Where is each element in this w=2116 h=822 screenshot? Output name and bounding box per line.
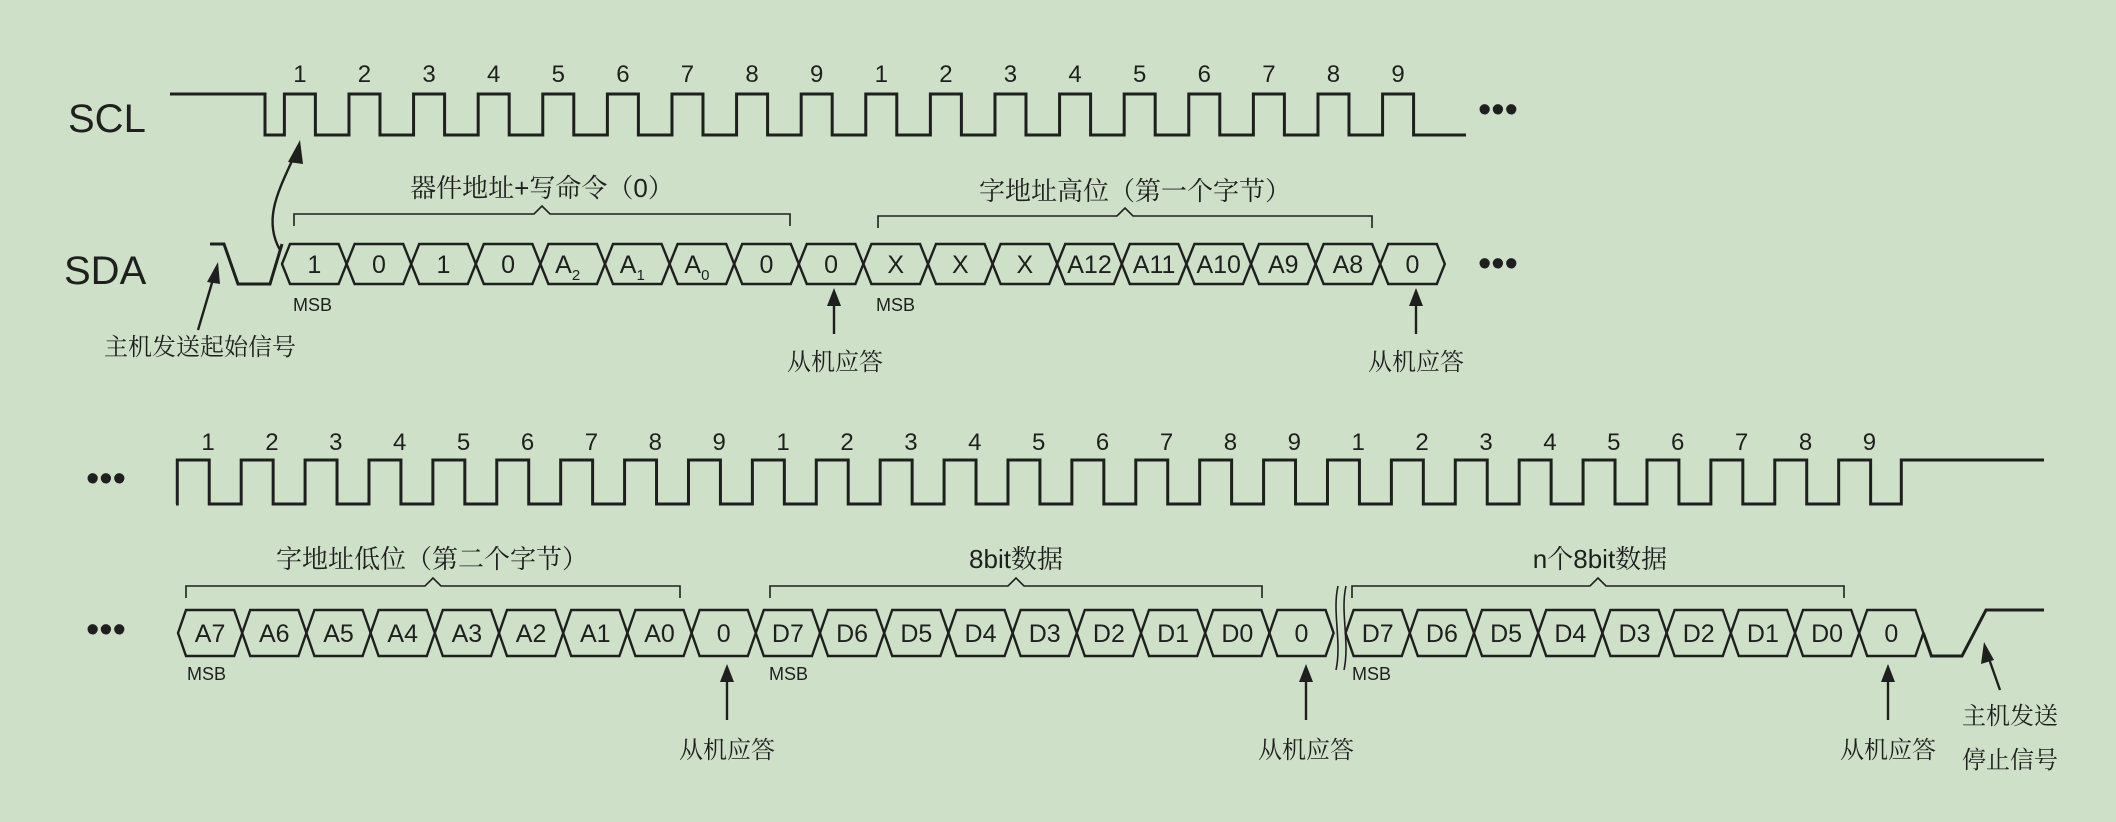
row2-bit-value: A3 bbox=[451, 620, 483, 648]
clock-number: 4 bbox=[968, 429, 982, 456]
clock-number: 9 bbox=[1862, 429, 1877, 456]
row1-sda-start-waveform bbox=[210, 244, 282, 284]
row1-msb-label: MSB bbox=[293, 295, 333, 315]
row1-bit-value: 0 bbox=[759, 251, 774, 279]
row2-msb-label: MSB bbox=[187, 664, 227, 684]
ack-label: 从机应答 bbox=[1258, 737, 1354, 764]
clock-number: 6 bbox=[616, 61, 630, 88]
row2-bracket-n-8bit-data bbox=[1352, 578, 1844, 598]
row1-bit-value: X bbox=[1016, 251, 1034, 279]
clock-number: 5 bbox=[1133, 61, 1147, 88]
clock-number: 8 bbox=[1798, 429, 1813, 456]
ack-arrow-head bbox=[1299, 664, 1313, 682]
row2-bit-value: A7 bbox=[194, 620, 226, 648]
row2-bit-value: D0 bbox=[1811, 620, 1844, 648]
clock-number: 8 bbox=[1223, 429, 1238, 456]
stop-signal-label-line2: 停止信号 bbox=[1962, 747, 2058, 774]
row1-bracket-high-address bbox=[878, 208, 1372, 228]
ack-arrow-head bbox=[720, 664, 734, 682]
row2-sda-ellipsis: ••• bbox=[86, 609, 126, 651]
clock-number: 6 bbox=[520, 429, 535, 456]
clock-number: 9 bbox=[810, 61, 824, 88]
clock-number: 6 bbox=[1671, 429, 1685, 456]
clock-number: 1 bbox=[201, 429, 215, 456]
clock-number: 4 bbox=[1543, 429, 1557, 456]
row2-bit-value: 0 bbox=[716, 620, 731, 648]
row1-bit-value: A11 bbox=[1132, 251, 1176, 279]
clock-number: 8 bbox=[1326, 61, 1341, 88]
row2-bit-value: D7 bbox=[1361, 620, 1394, 648]
row1-bracket-device-address bbox=[294, 206, 790, 226]
clock-number: 9 bbox=[712, 429, 726, 456]
row2-bit-value: D2 bbox=[1682, 620, 1715, 648]
clock-number: 1 bbox=[776, 429, 790, 456]
row2-bit-value: A6 bbox=[259, 620, 290, 648]
row1-scl-waveform bbox=[170, 94, 1466, 135]
row1-bit-value: $A_1$ bbox=[619, 251, 645, 284]
row2-bit-value: D2 bbox=[1092, 620, 1125, 648]
clock-number: 4 bbox=[393, 429, 407, 456]
stop-signal-label-line1: 主机发送 bbox=[1962, 703, 2058, 730]
row2-msb-label: MSB bbox=[769, 664, 809, 684]
row1-sda-ellipsis: ••• bbox=[1478, 243, 1518, 285]
row1-bit-value: $A_0$ bbox=[684, 251, 710, 284]
clock-number: 7 bbox=[680, 61, 695, 88]
ack-label: 从机应答 bbox=[787, 349, 883, 376]
row1-group-device-address-label: 器件地址+写命令（0） bbox=[410, 173, 674, 203]
clock-number: 9 bbox=[1391, 61, 1405, 88]
row1-bit-value: X bbox=[951, 251, 969, 279]
clock-start-curve-head bbox=[288, 140, 303, 164]
clock-number: 2 bbox=[1415, 429, 1429, 456]
clock-number: 3 bbox=[329, 429, 343, 456]
row1-bit-value: 0 bbox=[371, 251, 386, 279]
row2-scl-waveform bbox=[176, 460, 2044, 504]
row2-msb-label: MSB bbox=[1352, 664, 1392, 684]
row1-bit-value: 1 bbox=[436, 251, 451, 279]
row2-group-8bit-data-label: 8bit数据 bbox=[969, 544, 1063, 574]
start-arrow bbox=[198, 276, 214, 330]
clock-number: 5 bbox=[1607, 429, 1621, 456]
start-arrow-head bbox=[207, 262, 220, 284]
ack-arrow-head bbox=[1881, 664, 1895, 682]
row2-bit-value: A4 bbox=[387, 620, 418, 648]
clock-number: 5 bbox=[551, 61, 565, 88]
ack-arrow-head bbox=[827, 288, 841, 306]
row1-sda-bits bbox=[282, 244, 1445, 284]
row2-bit-value: D7 bbox=[771, 620, 804, 648]
row2-bit-value: A0 bbox=[644, 620, 675, 648]
clock-number: 3 bbox=[1003, 61, 1018, 88]
clock-number: 1 bbox=[874, 61, 888, 88]
row1-bit-value: A12 bbox=[1067, 251, 1112, 279]
row2-bit-value: 0 bbox=[1294, 620, 1309, 648]
row2-bit-value: A2 bbox=[515, 620, 547, 648]
clock-number: 1 bbox=[1351, 429, 1365, 456]
sda-break-mark bbox=[1336, 586, 1338, 670]
clock-number: 7 bbox=[1734, 429, 1749, 456]
row1-bit-value: A10 bbox=[1196, 251, 1241, 279]
row2-bit-value: D4 bbox=[964, 620, 997, 648]
clock-start-curve bbox=[272, 152, 296, 250]
clock-number: 5 bbox=[1032, 429, 1046, 456]
row1-bit-value: A9 bbox=[1268, 251, 1299, 279]
row2-bit-value: 0 bbox=[1884, 620, 1899, 648]
row2-bit-value: D0 bbox=[1221, 620, 1254, 648]
row2-scl-ellipsis: ••• bbox=[86, 458, 126, 500]
row1-bit-value: X bbox=[887, 251, 905, 279]
start-signal-label: 主机发送起始信号 bbox=[104, 334, 296, 361]
row2-clock-numbers bbox=[201, 429, 1876, 456]
clock-number: 7 bbox=[1262, 61, 1276, 88]
clock-number: 9 bbox=[1287, 429, 1301, 456]
row1-bit-value: 0 bbox=[501, 251, 516, 279]
row2-bit-value: D3 bbox=[1618, 620, 1651, 648]
row2-bit-value: D6 bbox=[1425, 620, 1458, 648]
clock-number: 3 bbox=[422, 61, 436, 88]
row1-bit-value: 1 bbox=[307, 251, 322, 279]
row2-bracket-8bit-data bbox=[770, 578, 1262, 598]
clock-number: 8 bbox=[648, 429, 662, 456]
row2-bit-value: A5 bbox=[323, 620, 354, 648]
row1-scl-ellipsis: ••• bbox=[1478, 89, 1518, 131]
clock-number: 2 bbox=[357, 61, 372, 88]
row2-group-n-8bit-data-label: n个8bit数据 bbox=[1532, 544, 1668, 574]
row2-bit-value: D4 bbox=[1554, 620, 1587, 648]
row1-group-high-address-label: 字地址高位（第一个字节） bbox=[978, 176, 1292, 206]
row1-clock-numbers bbox=[293, 61, 1405, 88]
clock-number: 6 bbox=[1095, 429, 1110, 456]
ack-label: 从机应答 bbox=[1368, 349, 1464, 376]
row1-bit-value: 0 bbox=[1405, 251, 1420, 279]
row2-group-low-address-label: 字地址低位（第二个字节） bbox=[275, 544, 589, 574]
row2-bit-value: D5 bbox=[900, 620, 933, 648]
clock-number: 4 bbox=[1068, 61, 1082, 88]
ack-arrow-head bbox=[1409, 288, 1423, 306]
ack-label: 从机应答 bbox=[679, 737, 775, 764]
clock-number: 3 bbox=[1479, 429, 1493, 456]
sda-label: SDA bbox=[64, 249, 147, 293]
row1-bit-value: 0 bbox=[824, 251, 839, 279]
row2-bracket-low-address bbox=[186, 578, 680, 598]
row2-bit-value: D1 bbox=[1157, 620, 1190, 648]
row1-bit-value: $A_2$ bbox=[555, 251, 581, 284]
row2-sda-bits bbox=[178, 610, 1923, 656]
clock-number: 7 bbox=[584, 429, 599, 456]
clock-number: 8 bbox=[745, 61, 759, 88]
row2-bit-value: D5 bbox=[1490, 620, 1523, 648]
clock-number: 4 bbox=[487, 61, 501, 88]
row2-bit-value: D3 bbox=[1028, 620, 1061, 648]
clock-number: 3 bbox=[904, 429, 918, 456]
clock-number: 5 bbox=[456, 429, 471, 456]
clock-number: 6 bbox=[1197, 61, 1211, 88]
scl-label: SCL bbox=[68, 97, 146, 141]
stop-arrow-head bbox=[1981, 642, 1994, 664]
clock-number: 1 bbox=[293, 61, 307, 88]
clock-number: 7 bbox=[1159, 429, 1174, 456]
clock-number: 2 bbox=[840, 429, 854, 456]
clock-number: 2 bbox=[265, 429, 279, 456]
clock-number: 2 bbox=[939, 61, 953, 88]
sda-break-mark bbox=[1344, 586, 1346, 670]
row2-bit-value: D6 bbox=[836, 620, 869, 648]
row1-bit-value: A8 bbox=[1332, 251, 1364, 279]
row1-msb-label: MSB bbox=[876, 295, 916, 315]
row2-bit-value: D1 bbox=[1746, 620, 1779, 648]
ack-label: 从机应答 bbox=[1840, 737, 1936, 764]
row2-bit-value: A1 bbox=[580, 620, 611, 648]
